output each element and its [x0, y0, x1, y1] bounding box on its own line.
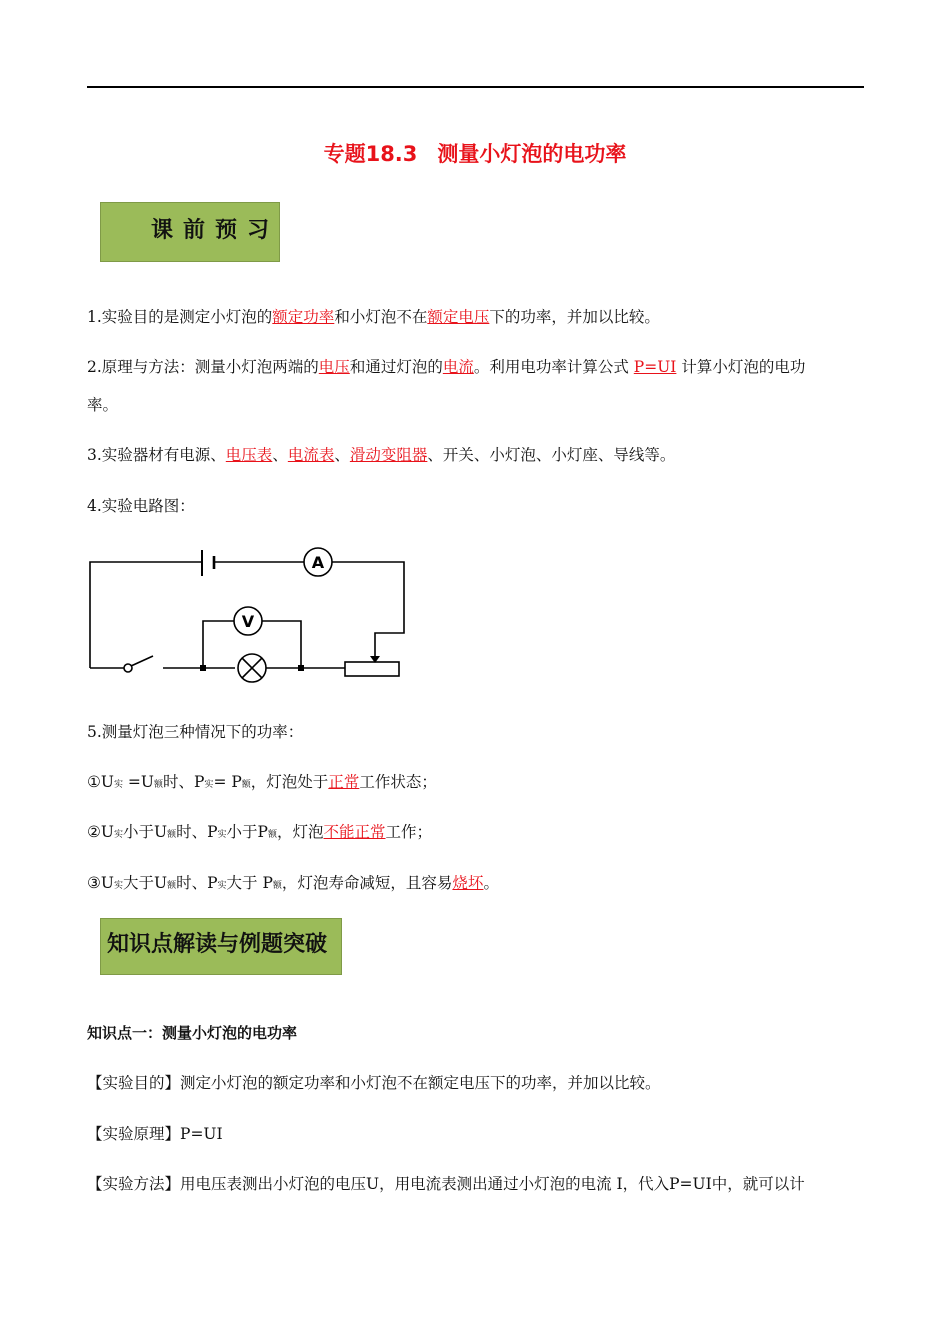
title-prefix: 专题18.3 [323, 142, 418, 166]
junction-left [200, 665, 206, 671]
ammeter-label: A [311, 553, 325, 572]
item-5: 5.测量灯泡三种情况下的功率： [87, 723, 304, 741]
answer-ammeter: 电流表 [287, 446, 335, 464]
knowledge-principle: 【实验原理】P=UI [87, 1125, 223, 1143]
title-main: 测量小灯泡的电功率 [437, 142, 627, 166]
item-2-line2: 率。 [87, 396, 119, 414]
item-1: 1.实验目的是测定小灯泡的额定功率和小灯泡不在额定电压下的功率，并加以比较。 [87, 308, 660, 326]
voltmeter-branch [203, 621, 234, 668]
wire-top-left [90, 562, 202, 668]
answer-rated-power: 额定功率 [272, 308, 335, 326]
knowledge-purpose: 【实验目的】测定小灯泡的额定功率和小灯泡不在额定电压下的功率，并加以比较。 [87, 1074, 661, 1092]
voltmeter-branch-right [262, 621, 301, 668]
answer-voltmeter: 电压表 [225, 446, 273, 464]
knowledge-heading: 知识点一：测量小灯泡的电功率 [87, 1024, 298, 1042]
answer-not-normal: 不能正常 [323, 823, 386, 841]
answer-voltage: 电压 [318, 358, 350, 376]
switch-contact [124, 664, 132, 672]
circuit-diagram [85, 540, 415, 685]
case-2: ②U实小于U额时、P实小于P额，灯泡不能正常工作； [87, 823, 433, 841]
item-2: 2.原理与方法：测量小灯泡两端的电压和通过灯泡的电流。利用电功率计算公式 P=UI 计算小灯泡的电功 [87, 358, 806, 376]
switch-blade [131, 656, 153, 666]
header-rule [87, 86, 864, 88]
item-4: 4.实验电路图： [87, 497, 195, 515]
voltmeter-label: V [241, 612, 255, 631]
case-1: ①U实 =U额时、P实= P额，灯泡处于正常工作状态； [87, 773, 437, 791]
section-box-preview [100, 202, 280, 262]
item-3: 3.实验器材有电源、电压表、电流表、滑动变阻器、开关、小灯泡、小灯座、导线等。 [87, 446, 676, 464]
knowledge-method: 【实验方法】用电压表测出小灯泡的电压U，用电流表测出通过小灯泡的电流 I，代入P=UI中，就可以计 [87, 1175, 805, 1193]
wire-top-right [332, 562, 404, 662]
junction-right [298, 665, 304, 671]
answer-rheostat: 滑动变阻器 [349, 446, 428, 464]
answer-rated-voltage: 额定电压 [427, 308, 490, 326]
section-label-knowledge: 知识点解读与例题突破 [107, 932, 328, 957]
answer-burn-out: 烧坏 [452, 874, 484, 892]
answer-normal: 正常 [328, 773, 360, 791]
rheostat-symbol [345, 662, 399, 676]
tag-purpose: 【实验目的】 [87, 1074, 181, 1092]
section-box-knowledge [100, 918, 342, 975]
case-3: ③U实大于U额时、P实大于 P额，灯泡寿命减短，且容易烧坏。 [87, 874, 499, 892]
tag-method: 【实验方法】 [87, 1175, 181, 1193]
tag-principle: 【实验原理】 [87, 1125, 181, 1143]
answer-current: 电流 [442, 358, 474, 376]
answer-formula: P=UI [633, 358, 677, 376]
section-label-preview: 课前预习 [151, 218, 280, 243]
page-title [0, 138, 950, 168]
